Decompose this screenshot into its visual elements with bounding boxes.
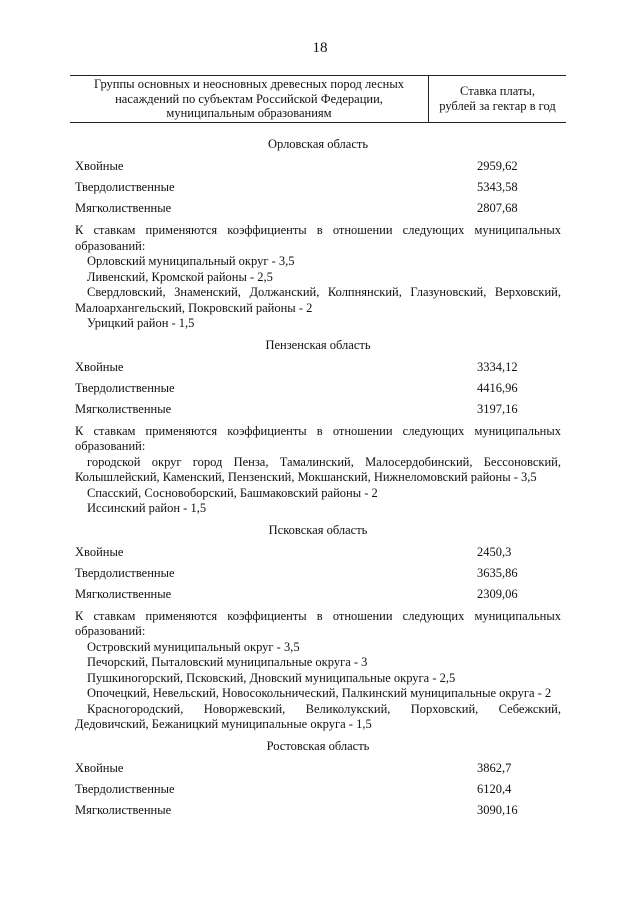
species-group: Хвойные: [75, 359, 124, 374]
coefficient-item: Урицкий район - 1,5: [87, 316, 195, 330]
species-group: Твердолиственные: [75, 380, 175, 395]
rate-row: [75, 758, 561, 779]
region-section: [75, 521, 561, 733]
coefficient-item: Иссинский район - 1,5: [87, 501, 207, 515]
header-rate: Ставка платы, рублей за гектар в год: [439, 84, 556, 113]
species-group: Мягколиственные: [75, 802, 172, 817]
rate-row: [75, 563, 561, 584]
rate-value: 3862,7: [477, 760, 512, 775]
rate-row: [75, 156, 561, 177]
rate-row: [75, 779, 561, 800]
region-title: Псковская область: [268, 522, 368, 537]
rate-row: [75, 542, 561, 563]
rate-value: 5343,58: [477, 180, 518, 194]
coefficient-intro: К ставкам применяются коэффициенты в отношении следующих муниципальных образований:: [75, 423, 561, 453]
rate-row: [75, 357, 561, 378]
coefficient-item: Спасский, Сосновоборский, Башмаковский районы - 2: [87, 485, 378, 500]
rate-row: [75, 198, 561, 219]
region-section: [75, 737, 561, 821]
rate-value: 6120,4: [477, 781, 512, 796]
species-group: Твердолиственные: [75, 781, 175, 796]
region-title: Пензенская область: [265, 337, 371, 352]
rate-value: 3334,12: [477, 359, 518, 374]
rate-row: [75, 177, 561, 198]
document-body: [75, 135, 561, 821]
region-title: Орловская область: [267, 137, 369, 151]
species-group: Хвойные: [75, 544, 124, 559]
species-group: Мягколиственные: [75, 586, 172, 601]
region-section: [75, 336, 561, 517]
header-species-groups: Группы основных и неосновных древесных пород лесных насаждений по субъектам Российской Федерации, муниципальным образованиям: [70, 76, 429, 122]
species-group: Хвойные: [75, 760, 124, 775]
region-section: [75, 135, 561, 332]
coefficient-item: Свердловский, Знаменский, Должанский, Колпнянский, Глазуновский, Верховский, Малоархангельский, Покровский районы - 2: [75, 285, 561, 315]
species-group: Твердолиственные: [75, 180, 175, 194]
rate-value: 2807,68: [477, 201, 518, 215]
species-group: Мягколиственные: [75, 401, 172, 416]
coefficient-item: Островский муниципальный округ - 3,5: [87, 639, 300, 654]
coefficient-item: Ливенский, Кромской районы - 2,5: [87, 269, 273, 284]
rate-value: 2959,62: [477, 159, 518, 173]
coefficient-intro: К ставкам применяются коэффициенты в отношении следующих муниципальных образований:: [75, 223, 561, 253]
rate-row: [75, 378, 561, 399]
species-group: Хвойные: [75, 159, 124, 173]
rate-row: [75, 399, 561, 420]
page-number: 18: [312, 40, 328, 56]
rate-value: 3090,16: [477, 802, 518, 817]
species-group: Мягколиственные: [75, 201, 172, 215]
rate-value: 3197,16: [477, 401, 518, 416]
coefficient-item: Красногородский, Новоржевский, Великолукский, Порховский, Себежский, Дедовичский, Бежаницкий муниципальные округа - 1,5: [75, 701, 561, 731]
coefficient-item: городской округ город Пенза, Тамалинский, Малосердобинский, Бессоновский, Колышлейский, Каменский, Пензенский, Мокшанский, Нижнеломовский районы - 3,5: [75, 454, 561, 484]
rate-row: [75, 800, 561, 821]
rate-value: 3635,86: [477, 565, 518, 580]
rate-value: 2309,06: [477, 586, 518, 601]
coefficient-intro: К ставкам применяются коэффициенты в отношении следующих муниципальных образований:: [75, 608, 561, 638]
coefficient-item: Опочецкий, Невельский, Новосокольнический, Палкинский муниципальные округа - 2: [87, 686, 552, 700]
rate-row: [75, 584, 561, 605]
table-header: [70, 75, 566, 123]
coefficient-item: Пушкиногорский, Псковский, Дновский муниципальные округа - 2,5: [87, 670, 456, 685]
region-title: Ростовская область: [266, 738, 370, 753]
rate-value: 2450,3: [477, 544, 512, 559]
coefficient-item: Печорский, Пыталовский муниципальные округа - 3: [87, 655, 368, 669]
coefficient-item: Орловский муниципальный округ - 3,5: [87, 254, 295, 268]
species-group: Твердолиственные: [75, 565, 175, 580]
rate-value: 4416,96: [477, 380, 518, 395]
